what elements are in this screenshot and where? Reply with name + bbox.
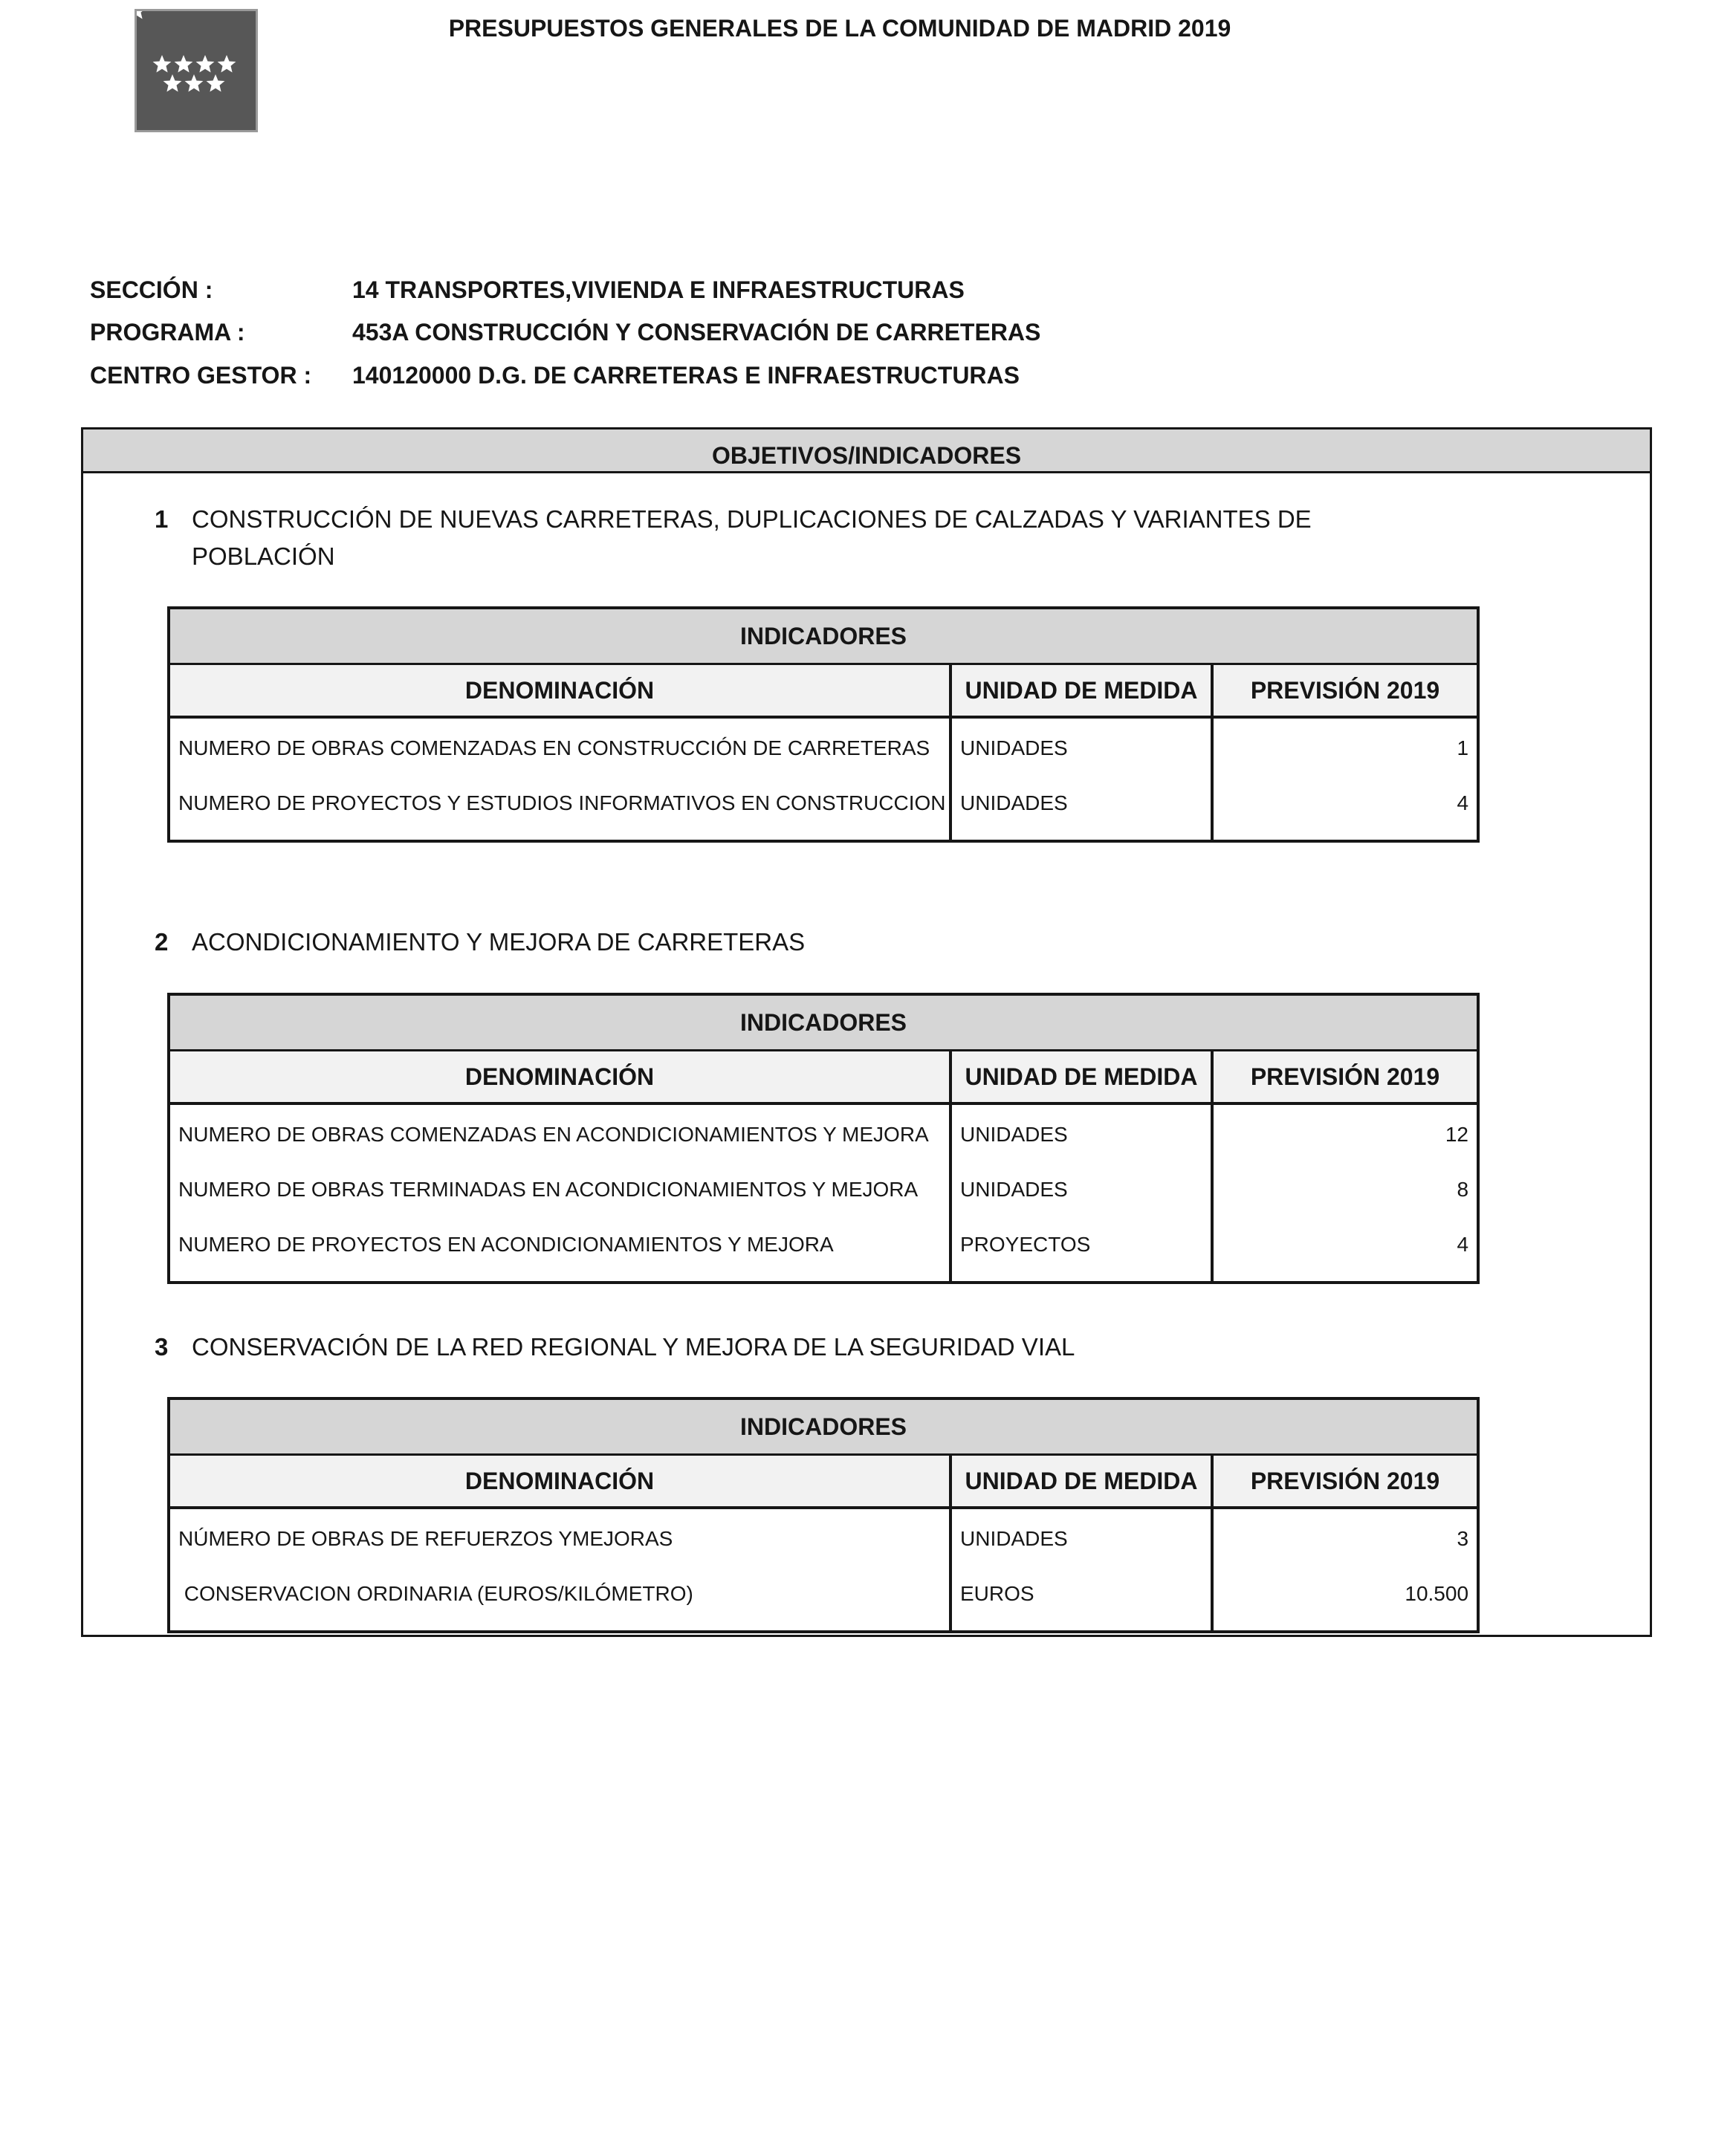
col-prevision: PREVISIÓN 2019 <box>1212 1455 1478 1508</box>
table-caption: INDICADORES <box>169 1398 1478 1455</box>
table-row <box>169 717 1478 785</box>
denominacion-cell: NUMERO DE OBRAS COMENZADAS EN CONSTRUCCIÓN DE CARRETERAS <box>169 717 950 785</box>
col-prevision: PREVISIÓN 2019 <box>1212 1051 1478 1104</box>
table-caption: INDICADORES <box>169 994 1478 1051</box>
table-row <box>169 1508 1478 1575</box>
section-title: OBJETIVOS/INDICADORES <box>83 429 1650 473</box>
programa-label: PROGRAMA : <box>90 319 245 346</box>
objective-number: 1 <box>155 505 169 533</box>
prevision-cell: 1 <box>1457 736 1469 759</box>
seccion-value: 14 TRANSPORTES,VIVIENDA E INFRAESTRUCTURAS <box>352 276 965 303</box>
denominacion-cell: NUMERO DE OBRAS COMENZADAS EN ACONDICIONAMIENTOS Y MEJORA <box>169 1103 950 1171</box>
denominacion-cell: NÚMERO DE OBRAS DE REFUERZOS YMEJORAS <box>169 1508 950 1575</box>
denominacion-cell: NUMERO DE PROYECTOS Y ESTUDIOS INFORMATIVOS EN CONSTRUCCION <box>169 785 950 841</box>
unidad-cell: UNIDADES <box>950 785 1212 841</box>
table-row <box>169 785 1478 841</box>
meta-centro-gestor <box>90 360 1020 390</box>
col-unidad: UNIDAD DE MEDIDA <box>950 1051 1212 1104</box>
table-row <box>169 1171 1478 1226</box>
table-row <box>169 1226 1478 1283</box>
objectives-frame <box>81 427 1652 1637</box>
objective-text: ACONDICIONAMIENTO Y MEJORA DE CARRETERAS <box>192 928 806 956</box>
objective-text: CONSERVACIÓN DE LA RED REGIONAL Y MEJORA DE LA SEGURIDAD VIAL <box>192 1333 1075 1361</box>
denominacion-cell: CONSERVACION ORDINARIA (EUROS/KILÓMETRO) <box>169 1575 950 1632</box>
stars-icon <box>137 11 256 130</box>
col-unidad: UNIDAD DE MEDIDA <box>950 1455 1212 1508</box>
indicators-table-1 <box>167 606 1480 843</box>
col-denominacion: DENOMINACIÓN <box>169 664 950 718</box>
unidad-cell: UNIDADES <box>950 717 1212 785</box>
unidad-cell: PROYECTOS <box>950 1226 1212 1283</box>
prevision-cell: 12 <box>1445 1123 1469 1146</box>
denominacion-cell: NUMERO DE OBRAS TERMINADAS EN ACONDICIONAMIENTOS Y MEJORA <box>169 1171 950 1226</box>
col-denominacion: DENOMINACIÓN <box>169 1455 950 1508</box>
col-denominacion: DENOMINACIÓN <box>169 1051 950 1104</box>
unidad-cell: UNIDADES <box>950 1508 1212 1575</box>
document-title: PRESUPUESTOS GENERALES DE LA COMUNIDAD DE MADRID 2019 <box>448 15 1231 42</box>
prevision-cell: 4 <box>1457 1233 1469 1256</box>
prevision-cell: 3 <box>1457 1527 1469 1550</box>
indicators-table-3 <box>167 1397 1480 1633</box>
madrid-stars-flag-icon <box>135 9 258 132</box>
table-caption: INDICADORES <box>169 608 1478 664</box>
table-row <box>169 1575 1478 1632</box>
centro-label: CENTRO GESTOR : <box>90 362 312 389</box>
objective-number: 2 <box>155 928 169 956</box>
denominacion-cell: NUMERO DE PROYECTOS EN ACONDICIONAMIENTOS Y MEJORA <box>169 1226 950 1283</box>
col-prevision: PREVISIÓN 2019 <box>1212 664 1478 718</box>
table-row <box>169 1103 1478 1171</box>
objective-text: CONSTRUCCIÓN DE NUEVAS CARRETERAS, DUPLICACIONES DE CALZADAS Y VARIANTES DE POBLACIÓN <box>192 505 1312 570</box>
prevision-cell: 10.500 <box>1405 1582 1469 1605</box>
objective-number: 3 <box>155 1333 169 1361</box>
indicators-table-2 <box>167 993 1480 1284</box>
meta-programa <box>90 317 1040 347</box>
centro-value: 140120000 D.G. DE CARRETERAS E INFRAESTRUCTURAS <box>352 362 1020 389</box>
seccion-label: SECCIÓN : <box>90 276 213 303</box>
unidad-cell: UNIDADES <box>950 1103 1212 1171</box>
col-unidad: UNIDAD DE MEDIDA <box>950 664 1212 718</box>
prevision-cell: 8 <box>1457 1178 1469 1201</box>
programa-value: 453A CONSTRUCCIÓN Y CONSERVACIÓN DE CARRETERAS <box>352 319 1041 346</box>
prevision-cell: 4 <box>1457 791 1469 814</box>
unidad-cell: EUROS <box>950 1575 1212 1632</box>
unidad-cell: UNIDADES <box>950 1171 1212 1226</box>
meta-seccion <box>90 275 965 305</box>
